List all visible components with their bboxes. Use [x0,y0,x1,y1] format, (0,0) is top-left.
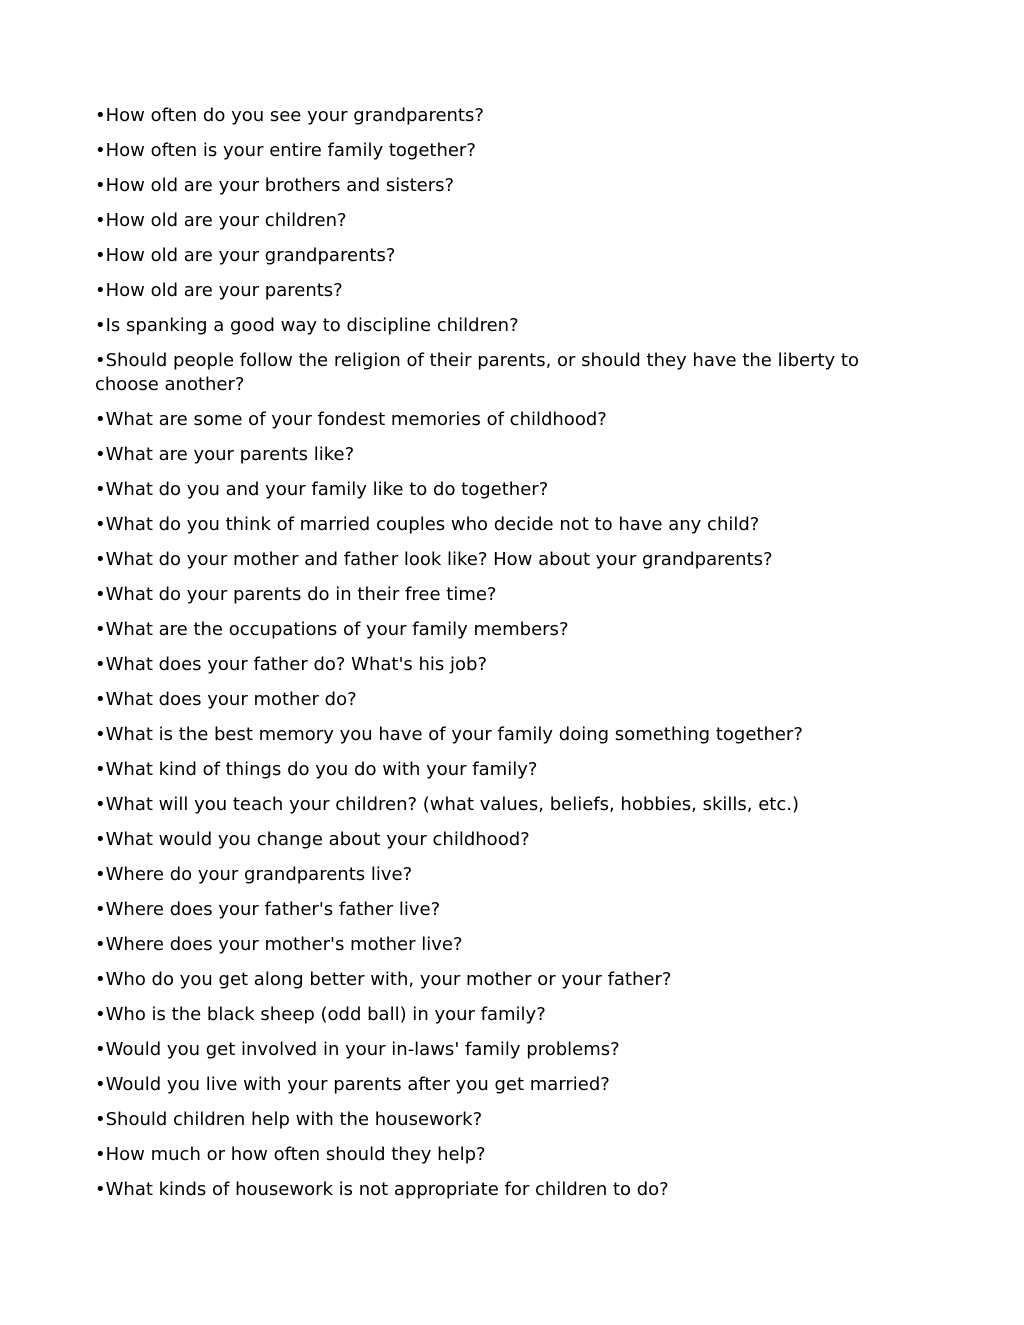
question-item: •What kinds of housework is not appropriate for children to do? [95,1179,669,1200]
question-item: •Where does your mother's mother live? [95,934,463,955]
question-item: •How old are your grandparents? [95,245,396,266]
question-item: •Where does your father's father live? [95,899,441,920]
question-item: •Where do your grandparents live? [95,864,413,885]
question-item: •Would you live with your parents after you get married? [95,1074,610,1095]
question-item: •What will you teach your children? (what values, beliefs, hobbies, skills, etc.) [95,794,800,815]
question-item: •What are the occupations of your family members? [95,619,569,640]
question-item: •What do you think of married couples who decide not to have any child? [95,514,760,535]
question-item: •What do your mother and father look like? How about your grandparents? [95,549,773,570]
question-item: •What are your parents like? [95,444,355,465]
question-item: •Who do you get along better with, your mother or your father? [95,969,672,990]
question-item: •What is the best memory you have of your family doing something together? [95,724,803,745]
question-item: •Would you get involved in your in-laws' family problems? [95,1039,620,1060]
question-item: •Who is the black sheep (odd ball) in your family? [95,1004,546,1025]
question-item: •Should children help with the housework? [95,1109,483,1130]
question-item: •What kind of things do you do with your family? [95,759,538,780]
question-item: •What do your parents do in their free time? [95,584,497,605]
question-item: •What are some of your fondest memories of childhood? [95,409,607,430]
question-item: •What does your father do? What's his job? [95,654,488,675]
question-item: •What do you and your family like to do together? [95,479,549,500]
question-item: •What would you change about your childhood? [95,829,530,850]
question-item: •How much or how often should they help? [95,1144,486,1165]
question-item: •How often do you see your grandparents? [95,105,484,126]
question-item: •How old are your parents? [95,280,343,301]
question-item: •Should people follow the religion of their parents, or should they have the liberty to choose another? [95,350,859,395]
question-item: •Is spanking a good way to discipline children? [95,315,519,336]
question-item: •How old are your brothers and sisters? [95,175,455,196]
question-item: •How old are your children? [95,210,347,231]
question-item: •How often is your entire family together? [95,140,476,161]
question-item: •What does your mother do? [95,689,357,710]
question-list [95,104,885,1213]
